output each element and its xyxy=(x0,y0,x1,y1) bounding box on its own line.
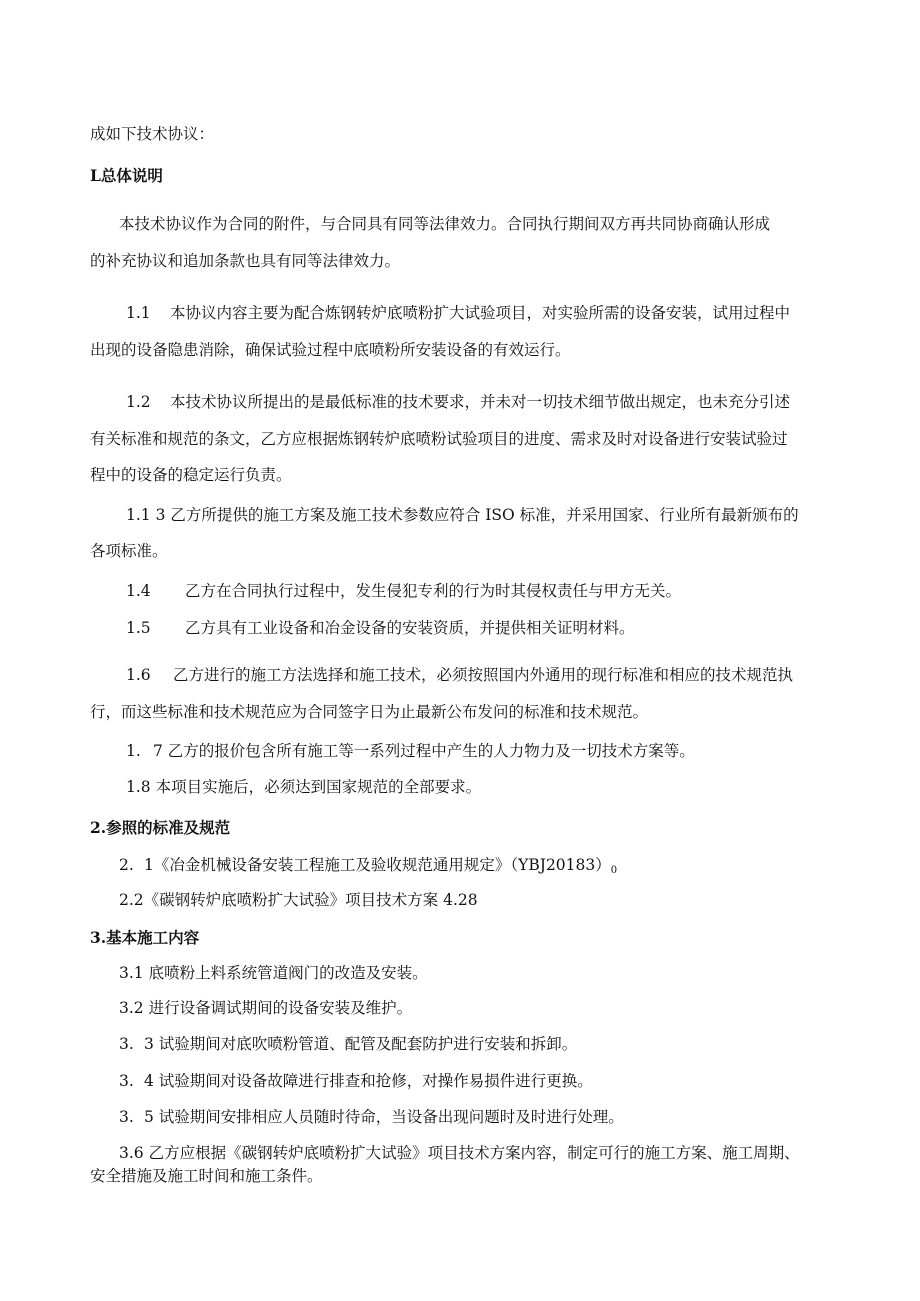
clause-3-6-text: 3.6 乙方应根据《碳钢转炉底喷粉扩大试验》项目技术方案内容，制定可行的施工方案、施工周期、 xyxy=(119,1144,800,1162)
clause-1-2-text: 程中的设备的稳定运行负责。 xyxy=(90,466,292,484)
clause-1-1-text: 出现的设备隐患消除，确保试验过程中底喷粉所安装设备的有效运行。 xyxy=(90,341,571,359)
clause-1-6-number: 1.6 xyxy=(126,666,151,684)
clause-3-3-number: 3. xyxy=(119,1035,134,1053)
clause-1-1-number: 1.1 xyxy=(126,304,151,322)
clause-1-5-number: 1.5 xyxy=(126,619,151,637)
clause-1-4-text: 乙方在合同执行过程中，发生侵犯专利的行为时其侵权责任与甲方无关。 xyxy=(185,582,682,600)
clause-1-4-number: 1.4 xyxy=(126,582,151,600)
clause-3-6-text: 安全措施及施工时间和施工条件。 xyxy=(90,1167,323,1185)
clause-1-1-text: 本协议内容主要为配合炼钢转炉底喷粉扩大试验项目，对实验所需的设备安装，试用过程中 xyxy=(170,304,791,322)
clause-1-6-text: 行，而这些标准和技术规范应为合同签字日为止最新公布发问的标准和技术规范。 xyxy=(90,703,649,721)
clause-1-7-text: 7 乙方的报价包含所有施工等一系列过程中产生的人力物力及一切技术方案等。 xyxy=(153,742,695,760)
clause-1-2-text: 有关标准和规范的条文，乙方应根据炼钢转炉底喷粉试验项目的进度、需求及时对设备进行安装试验过 xyxy=(90,430,788,448)
clause-2-1-subscript: 0 xyxy=(610,865,618,876)
clause-3-2-text: 3.2 进行设备调试期间的设备安装及维护。 xyxy=(119,999,413,1017)
clause-1-3-text: 1.1 3 乙方所提供的施工方案及施工技术参数应符合 ISO 标准，并采用国家、行业所有最新颁布的 xyxy=(126,506,799,524)
clause-2-1-body: 1《冶金机械设备安装工程施工及验收规范通用规定》（YBJ20183） xyxy=(144,856,611,874)
section-2-heading: 2.参照的标准及规范 xyxy=(90,818,231,837)
clause-1-8-text: 1.8 本项目实施后，必须达到国家规范的全部要求。 xyxy=(126,778,482,796)
clause-3-5-text: 5 试验期间安排相应人员随时待命，当设备出现问题时及时进行处理。 xyxy=(144,1108,624,1126)
section-1-paragraph-line: 的补充协议和追加条款也具有同等法律效力。 xyxy=(90,252,401,270)
clause-1-3-text: 各项标准。 xyxy=(90,542,168,560)
clause-1-2-text: 本技术协议所提出的是最低标准的技术要求，并未对一切技术细节做出规定，也未充分引述 xyxy=(170,393,791,411)
clause-3-5-number: 3. xyxy=(119,1108,134,1126)
intro-text: 成如下技术协议： xyxy=(90,125,215,143)
clause-3-1-text: 3.1 底喷粉上料系统管道阀门的改造及安装。 xyxy=(119,964,428,982)
clause-1-7-number: 1. xyxy=(126,742,141,760)
clause-3-3-text: 3 试验期间对底吹喷粉管道、配管及配套防护进行安装和拆卸。 xyxy=(144,1035,578,1053)
clause-1-5-text: 乙方具有工业设备和冶金设备的安装资质，并提供相关证明材料。 xyxy=(185,619,635,637)
clause-3-4-text: 4 试验期间对设备故障进行排查和抢修，对操作易损件进行更换。 xyxy=(144,1072,593,1090)
clause-3-4-number: 3. xyxy=(119,1072,134,1090)
section-1-paragraph-line: 本技术协议作为合同的附件，与合同具有同等法律效力。合同执行期间双方再共同协商确认形成 xyxy=(119,215,771,233)
clause-1-2-number: 1.2 xyxy=(126,393,151,411)
section-1-heading: L总体说明 xyxy=(90,166,163,185)
clause-1-6-text: 乙方进行的施工方法选择和施工技术，必须按照国内外通用的现行标准和相应的技术规范执 xyxy=(173,666,794,684)
section-3-heading: 3.基本施工内容 xyxy=(90,928,200,947)
clause-2-2-text: 2.2《碳钢转炉底喷粉扩大试验》项目技术方案 4.28 xyxy=(119,891,478,909)
clause-2-1-number: 2. xyxy=(119,856,134,874)
clause-2-1-text xyxy=(144,855,617,881)
